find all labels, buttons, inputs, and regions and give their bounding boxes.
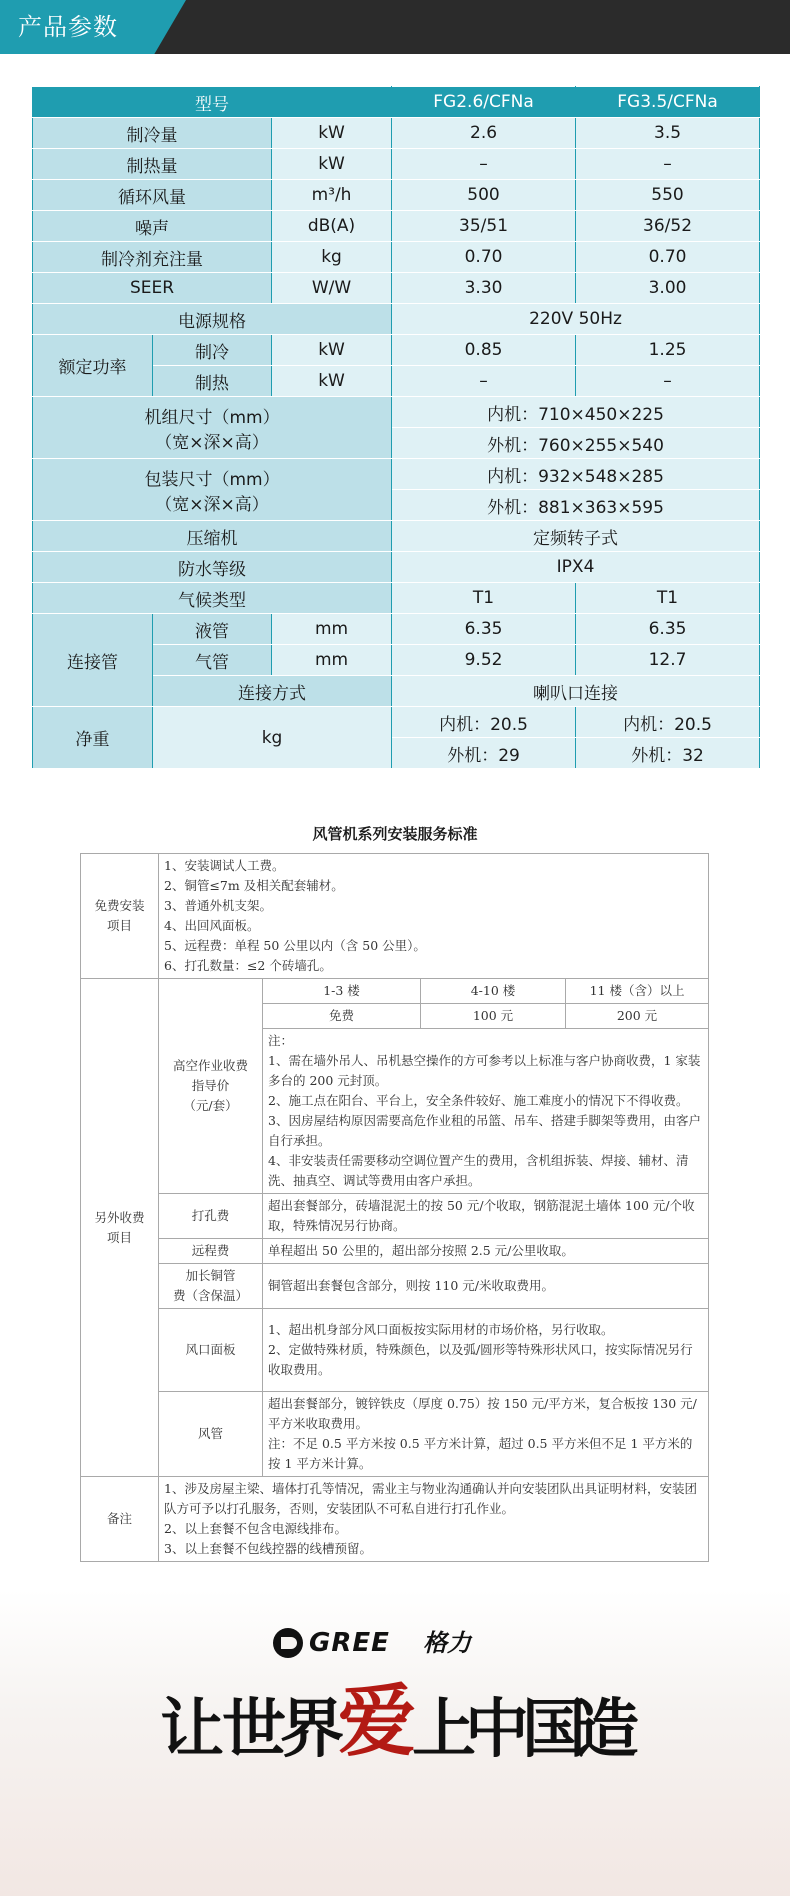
value-2: 3.00 — [576, 273, 760, 304]
row-label: 压缩机 — [33, 521, 392, 552]
install-row — [81, 1239, 709, 1264]
install-table — [80, 853, 709, 1562]
sub-label: 液管 — [153, 614, 272, 645]
value-1: 2.6 — [392, 118, 576, 149]
list-item: 2、铜管≤7m 及相关配套辅材。 — [164, 878, 344, 893]
remarks-text — [159, 1477, 709, 1562]
note-line: 1、需在墙外吊人、吊机悬空操作的方可参考以上标准与客户协商收费，1 家装多台的 200 元封顶。 — [268, 1053, 701, 1088]
gree-logo-cn: 格力 — [423, 1628, 471, 1657]
text-line: 超出套餐部分，镀锌铁皮（厚度 0.75）按 150 元/平方米，复合板按 130 元/平方米收取费用。 — [268, 1396, 697, 1431]
value-2: 6.35 — [576, 614, 760, 645]
label-line: 加长铜管 — [185, 1268, 236, 1283]
copper-label — [159, 1264, 263, 1309]
merged-value: 内机：932×548×285 — [392, 459, 760, 490]
text-line: 1、超出机身部分风口面板按实际用材的市场价格，另行收取。 — [268, 1322, 614, 1337]
spec-row — [33, 149, 760, 180]
note-line: 3、因房屋结构原因需要高危作业租的吊篮、吊车、搭建手脚架等费用，由客户自行承担。 — [268, 1113, 701, 1148]
row-label: 电源规格 — [33, 304, 392, 335]
label-line: 免费安装 — [94, 898, 145, 913]
gree-logo-icon — [273, 1628, 303, 1658]
remote-text: 单程超出 50 公里的，超出部分按照 2.5 元/公里收取。 — [263, 1239, 709, 1264]
section-title: 产品参数 — [18, 13, 118, 41]
spec-row — [33, 397, 760, 428]
spec-row — [33, 304, 760, 335]
free-items — [159, 854, 709, 979]
panel-text — [263, 1309, 709, 1392]
row-label: 循环风量 — [33, 180, 272, 211]
install-row — [81, 1309, 709, 1392]
sub-label: 连接方式 — [153, 676, 392, 707]
install-row — [81, 1194, 709, 1239]
value-2: 1.25 — [576, 335, 760, 366]
free-label — [81, 854, 159, 979]
row-unit: W/W — [272, 273, 392, 304]
row-label: 净重 — [33, 707, 153, 769]
drill-label: 打孔费 — [159, 1194, 263, 1239]
value-1: 外机：29 — [392, 738, 576, 769]
install-row — [81, 1392, 709, 1477]
spec-table — [32, 86, 760, 769]
slogan — [160, 1676, 639, 1770]
floor-header: 4-10 楼 — [421, 979, 566, 1004]
row-unit: mm — [272, 645, 392, 676]
floor-header: 11 楼（含）以上 — [566, 979, 709, 1004]
value-2: – — [576, 366, 760, 397]
floor-price: 100 元 — [421, 1004, 566, 1029]
row-unit: mm — [272, 614, 392, 645]
copper-text: 铜管超出套餐包含部分，则按 110 元/米收取费用。 — [263, 1264, 709, 1309]
drill-text: 超出套餐部分，砖墙混泥土的按 50 元/个收取，钢筋混泥土墙体 100 元/个收取，特殊情况另行协商。 — [263, 1194, 709, 1239]
spec-row — [33, 273, 760, 304]
row-label: 制热量 — [33, 149, 272, 180]
slogan-char: 让 — [160, 1692, 224, 1767]
text-line: 注：不足 0.5 平方米按 0.5 平方米计算，超过 0.5 平方米但不足 1 平方米的按 1 平方米计算。 — [268, 1436, 693, 1471]
sub-label: 制冷 — [153, 335, 272, 366]
value-1: 35/51 — [392, 211, 576, 242]
floor-header: 1-3 楼 — [263, 979, 421, 1004]
list-item: 5、远程费：单程 50 公里以内（含 50 公里）。 — [164, 938, 426, 953]
label-line: （宽×深×高） — [155, 432, 269, 453]
row-unit: kg — [153, 707, 392, 769]
merged-value: 220V 50Hz — [392, 304, 760, 335]
spec-row — [33, 552, 760, 583]
remote-label: 远程费 — [159, 1239, 263, 1264]
high-label — [159, 979, 263, 1194]
slogan-char-highlight: 爱 — [338, 1676, 417, 1767]
row-unit: kW — [272, 149, 392, 180]
value-1: 9.52 — [392, 645, 576, 676]
sub-label: 制热 — [153, 366, 272, 397]
spec-row — [33, 707, 760, 738]
merged-value: 内机：710×450×225 — [392, 397, 760, 428]
value-2: – — [576, 149, 760, 180]
slogan-char: 世 — [222, 1692, 286, 1767]
row-unit: m³/h — [272, 180, 392, 211]
model-2: FG3.5/CFNa — [576, 87, 760, 118]
label-line: 指导价 — [191, 1078, 230, 1093]
duct-label: 风管 — [159, 1392, 263, 1477]
slogan-char: 国 — [522, 1692, 586, 1767]
value-1: 500 — [392, 180, 576, 211]
spec-row — [33, 180, 760, 211]
remarks-label: 备注 — [81, 1477, 159, 1562]
model-1: FG2.6/CFNa — [392, 87, 576, 118]
value-1: 内机：20.5 — [392, 707, 576, 738]
sub-label: 气管 — [153, 645, 272, 676]
value-2: 0.70 — [576, 242, 760, 273]
high-notes — [263, 1029, 709, 1194]
extra-label — [81, 979, 159, 1477]
value-2: T1 — [576, 583, 760, 614]
row-label: 气候类型 — [33, 583, 392, 614]
label-line: 包装尺寸（mm） — [144, 469, 280, 490]
row-unit: kW — [272, 366, 392, 397]
install-row — [81, 854, 709, 979]
text-line: 1、涉及房屋主梁、墙体打孔等情况，需业主与物业沟通确认并向安装团队出具证明材料，安装团队方可予以打孔服务，否则，安装团队不可私自进行打孔作业。 — [164, 1481, 697, 1516]
row-unit: dB(A) — [272, 211, 392, 242]
install-row — [81, 1264, 709, 1309]
value-1: 3.30 — [392, 273, 576, 304]
value-2: 3.5 — [576, 118, 760, 149]
list-item: 3、普通外机支架。 — [164, 898, 272, 913]
slogan-char: 造 — [575, 1692, 639, 1767]
spec-row — [33, 242, 760, 273]
slogan-char: 中 — [465, 1692, 529, 1767]
section-header — [0, 0, 790, 54]
note-line: 注： — [268, 1033, 294, 1048]
value-2: 内机：20.5 — [576, 707, 760, 738]
label-line: 高空作业收费 — [172, 1058, 248, 1073]
label-line: 项目 — [106, 918, 132, 933]
model-label: 型号 — [33, 87, 392, 118]
install-row — [81, 979, 709, 1004]
row-unit: kg — [272, 242, 392, 273]
value-1: T1 — [392, 583, 576, 614]
merged-value: 喇叭口连接 — [392, 676, 760, 707]
value-1: 6.35 — [392, 614, 576, 645]
install-row — [81, 1477, 709, 1562]
spec-row — [33, 335, 760, 366]
spec-row — [33, 583, 760, 614]
panel-label: 风口面板 — [159, 1309, 263, 1392]
text-line: 2、定做特殊材质，特殊颜色，以及弧/圆形等特殊形状风口，按实际情况另行收取费用。 — [268, 1342, 693, 1377]
value-2: 12.7 — [576, 645, 760, 676]
floor-price: 200 元 — [566, 1004, 709, 1029]
list-item: 1、安装调试人工费。 — [164, 858, 285, 873]
value-2: 36/52 — [576, 211, 760, 242]
duct-text — [263, 1392, 709, 1477]
slogan-char: 界 — [280, 1692, 344, 1767]
row-label: 制冷量 — [33, 118, 272, 149]
value-2: 外机：32 — [576, 738, 760, 769]
row-unit: kW — [272, 335, 392, 366]
list-item: 4、出回风面板。 — [164, 918, 260, 933]
row-label — [33, 397, 392, 459]
value-1: 0.85 — [392, 335, 576, 366]
row-label: 防水等级 — [33, 552, 392, 583]
group-label: 额定功率 — [33, 335, 153, 397]
gree-logo — [273, 1628, 513, 1658]
merged-value: 外机：760×255×540 — [392, 428, 760, 459]
note-line: 4、非安装责任需要移动空调位置产生的费用，含机组拆装、焊接、辅材、清洗、抽真空、调试等费用由客户承担。 — [268, 1153, 689, 1188]
floor-price: 免费 — [263, 1004, 421, 1029]
spec-header-row — [33, 87, 760, 118]
label-line: 费（含保温） — [172, 1288, 248, 1303]
spec-row — [33, 211, 760, 242]
label-line: （元/套） — [183, 1098, 238, 1113]
spec-row — [33, 118, 760, 149]
label-line: 项目 — [106, 1229, 132, 1245]
row-label — [33, 459, 392, 521]
merged-value: IPX4 — [392, 552, 760, 583]
row-unit: kW — [272, 118, 392, 149]
label-line: 机组尺寸（mm） — [144, 407, 280, 428]
label-line: （宽×深×高） — [155, 494, 269, 515]
merged-value: 定频转子式 — [392, 521, 760, 552]
value-2: 550 — [576, 180, 760, 211]
label-line: 另外收费 — [94, 1209, 145, 1225]
list-item: 6、打孔数量：≤2 个砖墙孔。 — [164, 958, 332, 973]
gree-logo-text: GREE — [309, 1628, 390, 1658]
slogan-char: 上 — [412, 1692, 476, 1767]
value-1: 0.70 — [392, 242, 576, 273]
note-line: 2、施工点在阳台、平台上，安全条件较好、施工难度小的情况下不得收费。 — [268, 1093, 689, 1108]
group-label: 连接管 — [33, 614, 153, 707]
row-label: 噪声 — [33, 211, 272, 242]
spec-row — [33, 521, 760, 552]
value-1: – — [392, 149, 576, 180]
value-1: – — [392, 366, 576, 397]
text-line: 2、以上套餐不包含电源线排布。 — [164, 1521, 347, 1536]
spec-row — [33, 459, 760, 490]
text-line: 3、以上套餐不包线控器的线槽预留。 — [164, 1541, 372, 1556]
merged-value: 外机：881×363×595 — [392, 490, 760, 521]
row-label: 制冷剂充注量 — [33, 242, 272, 273]
spec-row — [33, 614, 760, 645]
install-title: 风管机系列安装服务标准 — [312, 825, 478, 843]
row-label: SEER — [33, 273, 272, 304]
